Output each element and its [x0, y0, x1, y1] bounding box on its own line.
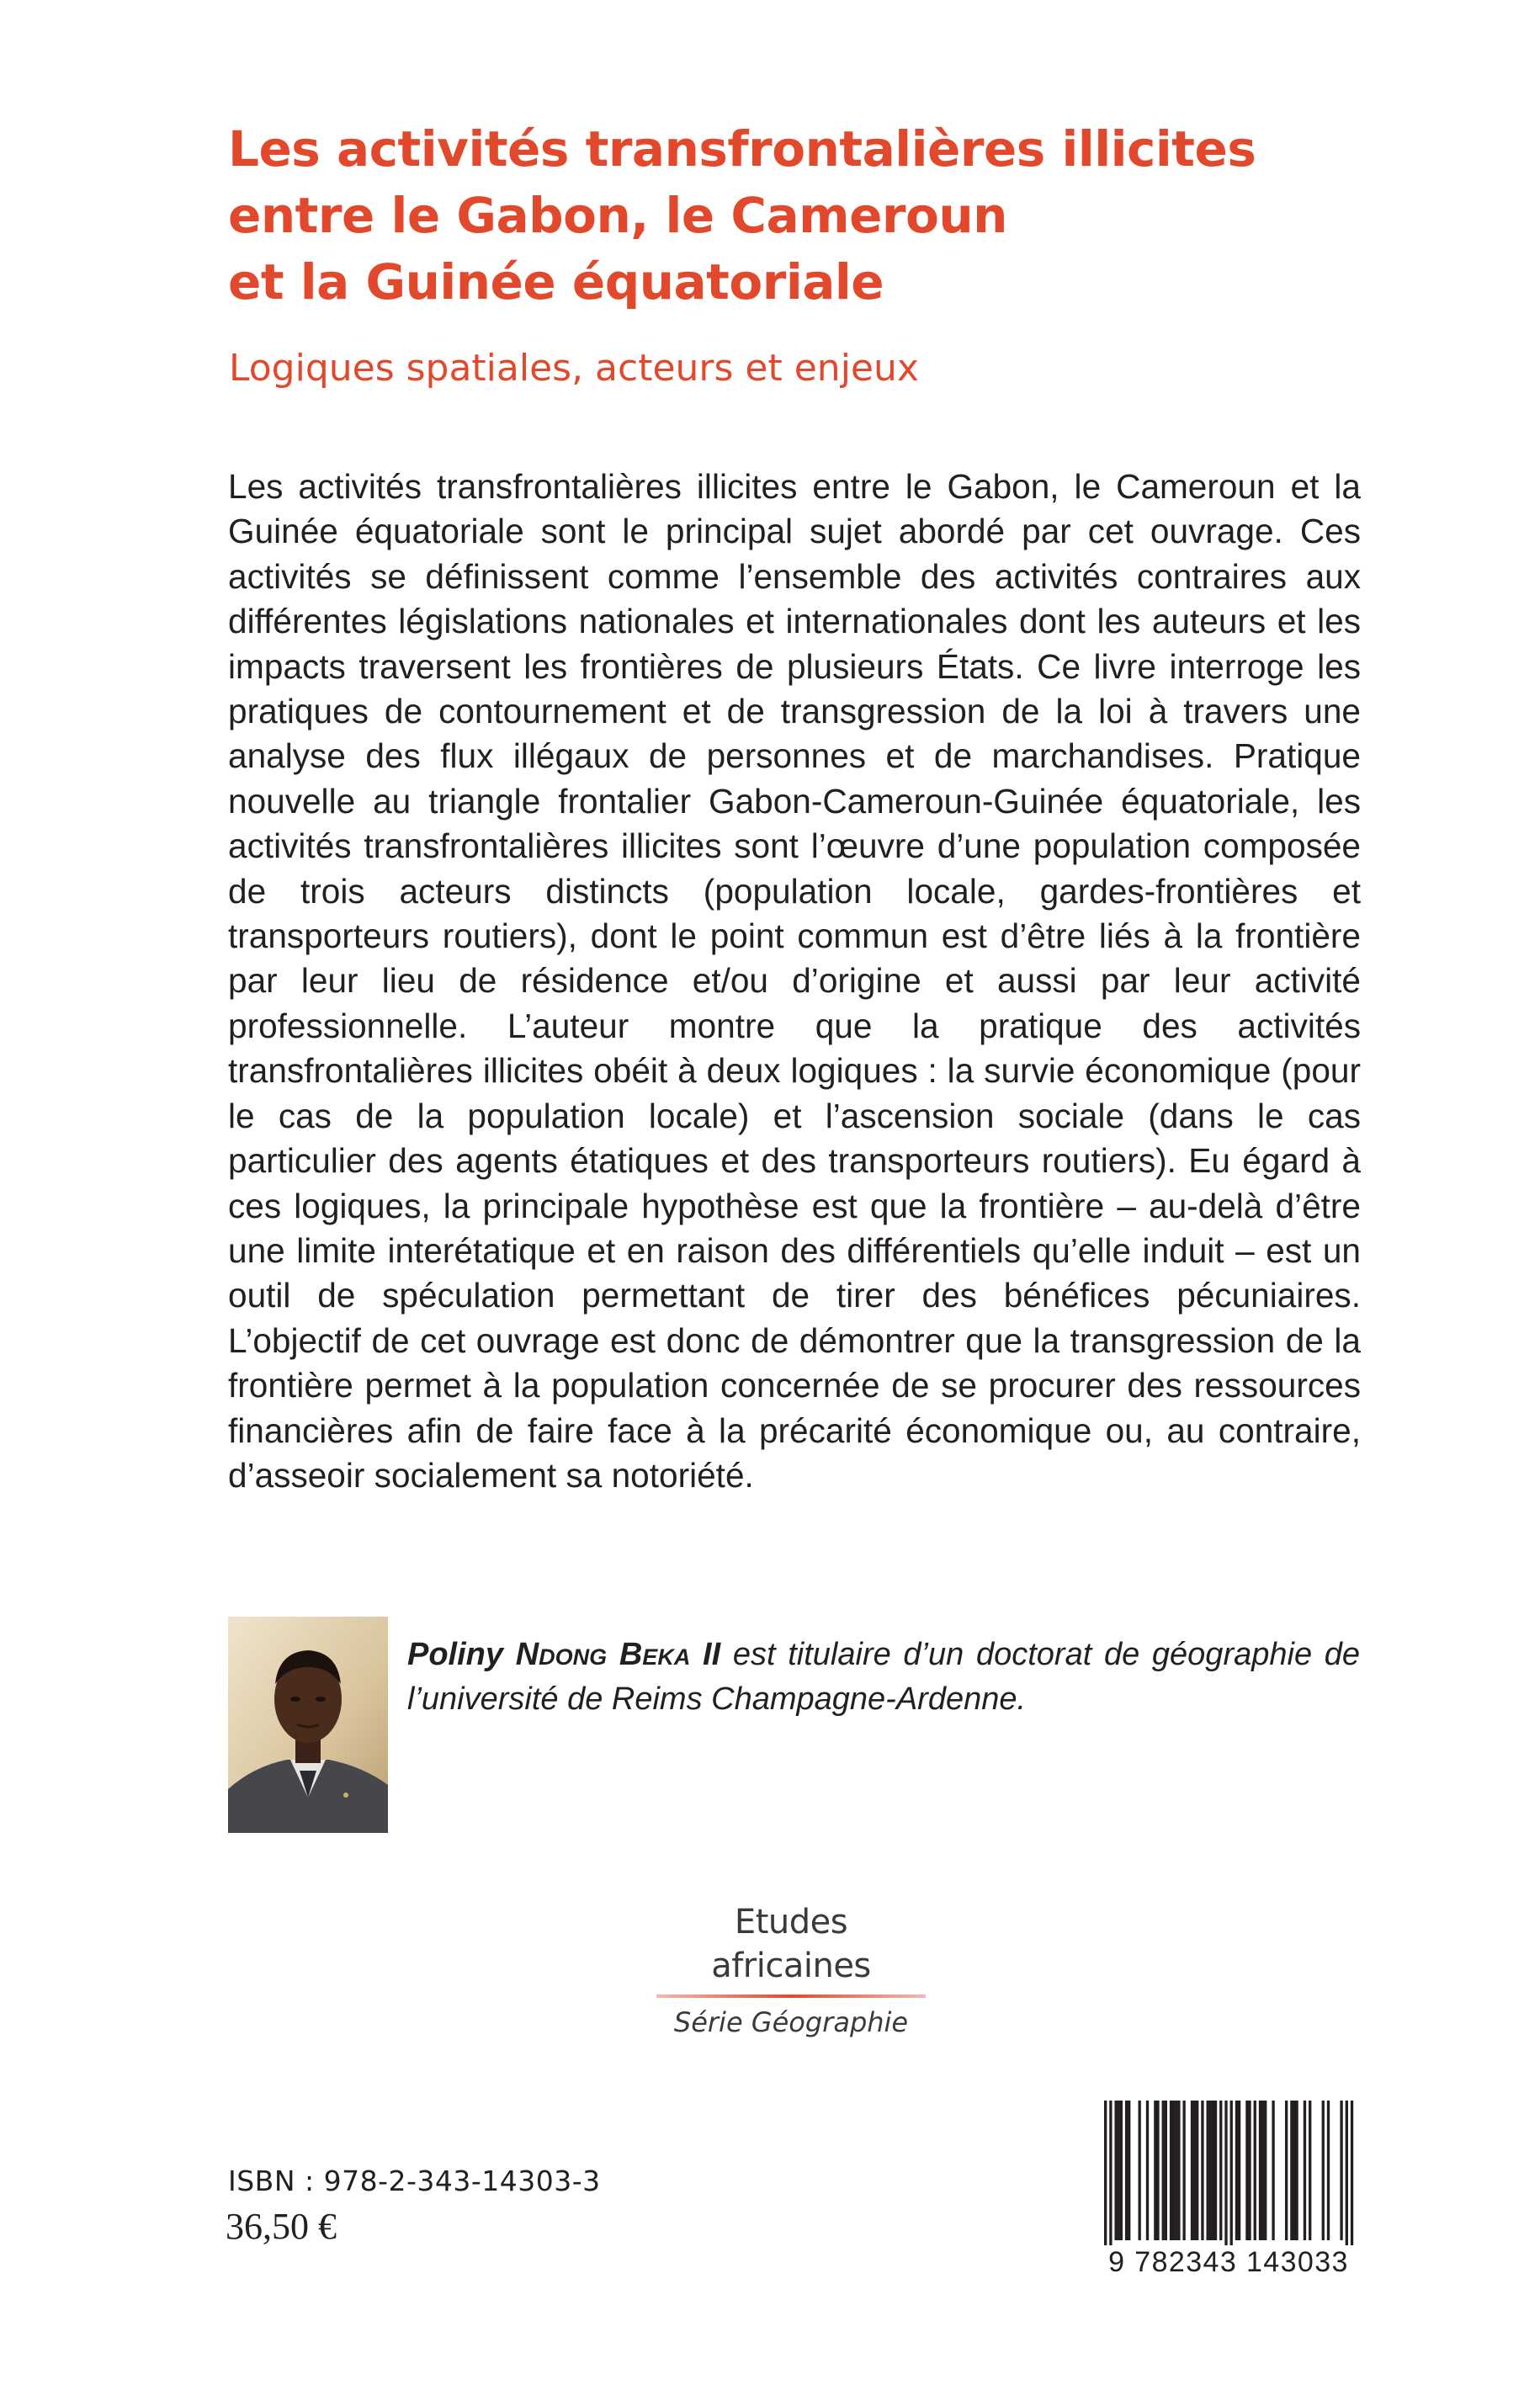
barcode-bar: [1193, 2101, 1196, 2240]
barcode-bar: [1128, 2101, 1130, 2240]
author-bio-text: est titulaire d’un doctorat de géographie de l’université de Reims Champagne-Ardenne.: [407, 1637, 1361, 1717]
title-line-1: Les activités transfrontalières illicites: [228, 120, 1256, 178]
barcode-bar: [1120, 2101, 1123, 2240]
barcode-bar: [1230, 2101, 1233, 2245]
barcode-bar: [1254, 2101, 1256, 2240]
barcode-bar: [1272, 2101, 1274, 2240]
barcode-bar: [1219, 2101, 1222, 2240]
barcode-bar: [1214, 2101, 1217, 2240]
barcode-bar: [1125, 2101, 1128, 2240]
author-first-name: Poliny: [407, 1637, 504, 1672]
series-name: Série Géographie: [673, 2006, 909, 2038]
barcode-bar: [1172, 2101, 1175, 2240]
barcode-bar: [1114, 2101, 1117, 2240]
barcode-bar: [1207, 2101, 1209, 2240]
collection-name: Etudes africaines: [711, 1903, 871, 1985]
barcode-bar: [1238, 2101, 1240, 2240]
title-line-3: et la Guinée équatoriale: [228, 253, 884, 311]
barcode-bar: [1261, 2101, 1264, 2240]
barcode-bar: [1175, 2101, 1177, 2240]
barcode-bar: [1309, 2101, 1311, 2240]
barcode-bar: [1285, 2101, 1288, 2240]
barcode-bar: [1201, 2101, 1203, 2240]
barcode-bar: [1293, 2101, 1295, 2240]
barcode-bar: [1109, 2101, 1112, 2245]
author-name-suffix: II: [703, 1637, 721, 1672]
barcode-bar: [1259, 2101, 1261, 2240]
barcode-bar: [1165, 2101, 1167, 2240]
barcode-bar: [1191, 2101, 1193, 2240]
barcode-bar: [1351, 2101, 1353, 2245]
barcode-bar: [1156, 2101, 1159, 2240]
barcode-bar: [1290, 2101, 1293, 2240]
barcode-bar: [1248, 2101, 1251, 2240]
title-line-2: entre le Gabon, le Cameroun: [228, 187, 1007, 244]
barcode-bar: [1177, 2101, 1180, 2240]
barcode-bar: [1264, 2101, 1267, 2240]
barcode-bar: [1154, 2101, 1156, 2240]
collection-divider: [656, 1995, 926, 1998]
barcode-bar: [1196, 2101, 1198, 2240]
barcode-bar: [1235, 2101, 1238, 2240]
barcode-bar: [1146, 2101, 1149, 2240]
price: 36,50 €: [226, 2206, 337, 2247]
author-photo: [228, 1617, 388, 1833]
barcode-bar: [1322, 2101, 1325, 2240]
barcode-bar: [1162, 2101, 1165, 2240]
isbn: ISBN : 978-2-343-14303-3: [228, 2165, 601, 2197]
barcode-bar: [1224, 2101, 1227, 2245]
barcode-bar: [1327, 2101, 1330, 2240]
barcode-bar: [1346, 2101, 1348, 2245]
book-title: [228, 116, 1322, 316]
barcode-digits: 9 782343 143033: [1108, 2246, 1349, 2278]
book-summary: Les activités transfrontalières illicites entre le Gabon, le Cameroun et la Guinée équatoriale sont le principal sujet abordé par cet ouvrage. Ces activités se définissent comme l’ensemble des activités contraires aux différentes législations nationales et internationales dont les auteurs et les impacts traversent les frontières de plusieurs États. Ce livre interroge les pratiques de contournement et de transgression de la loi à travers une analyse des flux illégaux de personnes et de marchandises. Pratique nouvelle au triangle frontalier Gabon-Cameroun-Guinée équatoriale, les activités transfrontalières illicites sont l’œuvre d’une population composée de trois acteurs distincts (population locale, gardes-frontières et transporteurs routiers), dont le point commun est d’être liés à la frontière par leur lieu de résidence et/ou d’origine et aussi par leur activité professionnelle. L’auteur montre que la pratique des activités transfrontalières illicites obéit à deux logiques : la survie économique (pour le cas de la population locale) et l’ascension sociale (dans le cas particulier des agents étatiques et des transporteurs routiers). Eu égard à ces logiques, la principale hypothèse est que la frontière – au-delà d’être une limite interétatique et en raison des différentiels qu’elle induit – est un outil de spéculation permettant de tirer des bénéfices pécuniaires. L’objectif de cet ouvrage est donc de démontrer que la transgression de la frontière permet à la population concernée de se procurer des ressources financières afin de faire face à la précarité économique ou, au contraire, d’asseoir socialement sa notoriété.: [228, 467, 1361, 1495]
barcode-bar: [1139, 2101, 1141, 2240]
barcode-bar: [1304, 2101, 1306, 2240]
barcode-bar: [1104, 2101, 1107, 2245]
barcode-bar: [1245, 2101, 1248, 2240]
barcode-bar: [1340, 2101, 1342, 2240]
author-last-name: Ndong Beka: [515, 1637, 691, 1672]
barcode-bar: [1182, 2101, 1185, 2240]
barcode: [1101, 2101, 1357, 2284]
barcode-bar: [1118, 2101, 1120, 2240]
barcode-bars: [1101, 2101, 1357, 2245]
barcode-bar: [1212, 2101, 1214, 2240]
barcode-bar: [1295, 2101, 1298, 2240]
collection-block: [656, 1900, 926, 2040]
book-subtitle: Logiques spatiales, acteurs et enjeux: [229, 347, 919, 390]
barcode-bar: [1209, 2101, 1212, 2240]
barcode-bar: [1170, 2101, 1172, 2240]
author-bio: [407, 1633, 1360, 1722]
